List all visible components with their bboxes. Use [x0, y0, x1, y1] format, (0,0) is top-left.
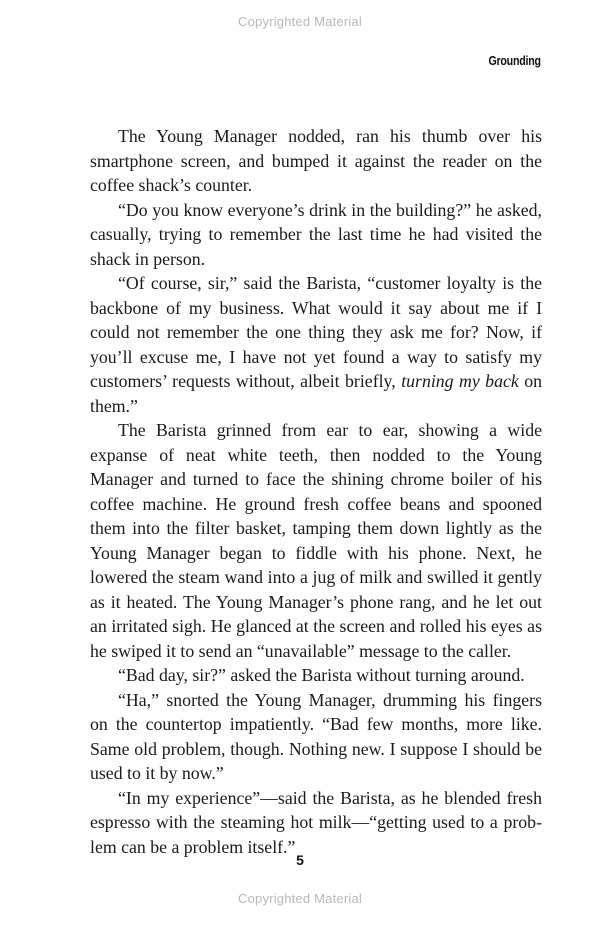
- paragraph-text: “In my experience”—said the Barista, as he blended fresh espresso with the steaming hot milk—“getting used to a problem can be a problem itself.”: [90, 787, 542, 857]
- paragraph: [90, 418, 542, 663]
- paragraph-text: “Ha,” snorted the Young Manager, drumming his fingers on the countertop impatiently. “Bad few months, more like. Same old problem, though. Nothing new. I suppose I should be used to it by now.”: [90, 689, 542, 783]
- copyright-watermark-bottom: Copyrighted Material: [238, 891, 362, 906]
- paragraph: [90, 663, 542, 688]
- paragraph-text-tail: on them.”: [90, 371, 542, 416]
- paragraph: [90, 124, 542, 198]
- paragraph: [90, 198, 542, 272]
- paragraph-text: The Young Manager nodded, ran his thumb over his smartphone screen, and bumped it against the reader on the coffee shack’s counter.: [90, 126, 542, 195]
- emphasized-phrase: turning my back: [401, 371, 519, 391]
- paragraph-text: “Of course, sir,” said the Barista, “customer loyalty is the backbone of my business. What would it say about me if I could not remember the one thing they ask me for? Now, if you’ll excuse me, I have not yet found a way to satisfy my customers’ requests without, albeit briefly,: [90, 273, 542, 391]
- paragraph-text: The Barista grinned from ear to ear, showing a wide expanse of neat white teeth, then nodded to the Young Manager and turned to face the shining chrome boiler of his coffee machine. He ground fresh coffee beans and spooned them into the filter basket, tamping them down lightly as the Young Manager began to fiddle with his phone. Next, he lowered the steam wand into a jug of milk and swilled it gently as it heated. The Young Manager’s phone rang, and he let out an irritated sigh. He glanced at the screen and rolled his eyes as he swiped it to send an “unavailable” message to the caller.: [90, 420, 542, 661]
- paragraph: [90, 786, 542, 860]
- page-number: 5: [296, 852, 304, 868]
- page-body: [90, 124, 542, 859]
- paragraph-text: “Bad day, sir?” asked the Barista without turning around.: [118, 665, 525, 685]
- running-head-title: Grounding: [488, 53, 541, 68]
- paragraph-text: “Do you know everyone’s drink in the building?” he asked, casually, trying to remember the last time he had visited the shack in person.: [90, 199, 542, 269]
- paragraph: [90, 271, 542, 418]
- copyright-watermark-top: Copyrighted Material: [238, 14, 362, 29]
- paragraph: [90, 688, 542, 786]
